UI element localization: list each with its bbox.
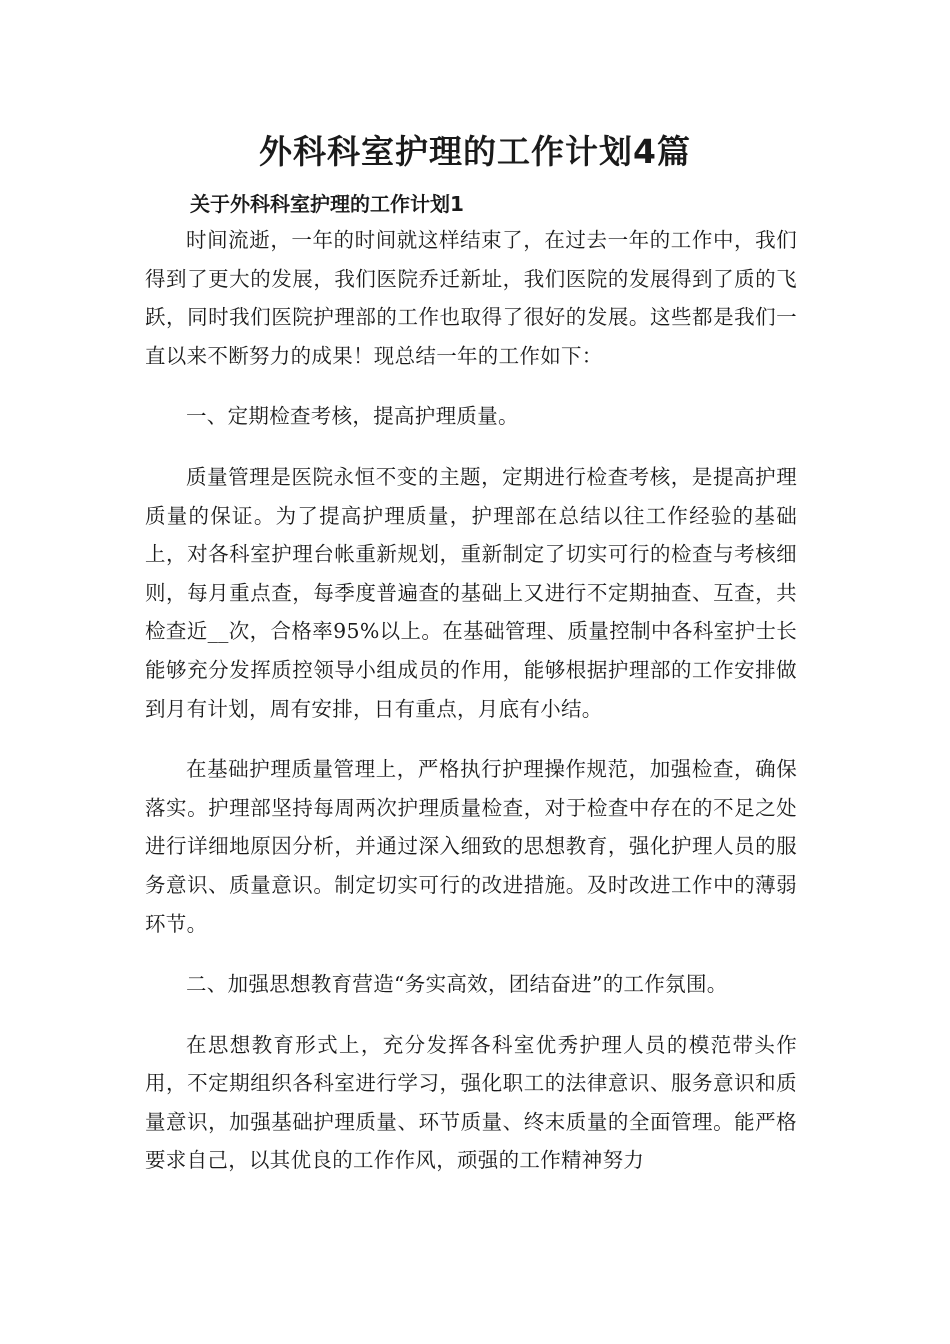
section-heading-1: 一、定期检查考核，提高护理质量。: [186, 404, 519, 429]
paragraph-basic-nursing: 在基础护理质量管理上，严格执行护理操作规范，加强检查，确保落实。护理部坚持每周两次护理质量检查，对于检查中存在的不足之处进行详细地原因分析，并通过深入细致的思想教育，强化护理人员的服务意识、质量意识。制定切实可行的改进措施。及时改进工作中的薄弱环节。: [145, 757, 797, 936]
paragraph-intro: 时间流逝，一年的时间就这样结束了，在过去一年的工作中，我们得到了更大的发展，我们医院乔迁新址，我们医院的发展得到了质的飞跃，同时我们医院护理部的工作也取得了很好的发展。这些都是我们一直以来不断努力的成果！现总结一年的工作如下：: [145, 228, 797, 368]
section-subtitle: 关于外科科室护理的工作计划1: [190, 192, 464, 216]
section-heading-2: 二、加强思想教育营造“务实高效，团结奋进”的工作氛围。: [186, 972, 728, 997]
document-body: [145, 221, 797, 1202]
paragraph-quality-management: 质量管理是医院永恒不变的主题，定期进行检查考核，是提高护理质量的保证。为了提高护理质量，护理部在总结以往工作经验的基础上，对各科室护理台帐重新规划，重新制定了切实可行的检查与考核细则，每月重点查，每季度普遍查的基础上又进行不定期抽查、互查，共检查近__次，合格率95%以上。在基础管理、质量控制中各科室护士长能够充分发挥质控领导小组成员的作用，能够根据护理部的工作安排做到月有计划，周有安排，日有重点，月底有小结。: [145, 464, 797, 721]
paragraph-ideological-education: 在思想教育形式上，充分发挥各科室优秀护理人员的模范带头作用，不定期组织各科室进行学习，强化职工的法律意识、服务意识和质量意识，加强基础护理质量、环节质量、终末质量的全面管理。能严格要求自己，以其优良的工作作风，顽强的工作精神努力: [145, 1032, 797, 1173]
document-title: 外科科室护理的工作计划4篇: [259, 132, 691, 171]
